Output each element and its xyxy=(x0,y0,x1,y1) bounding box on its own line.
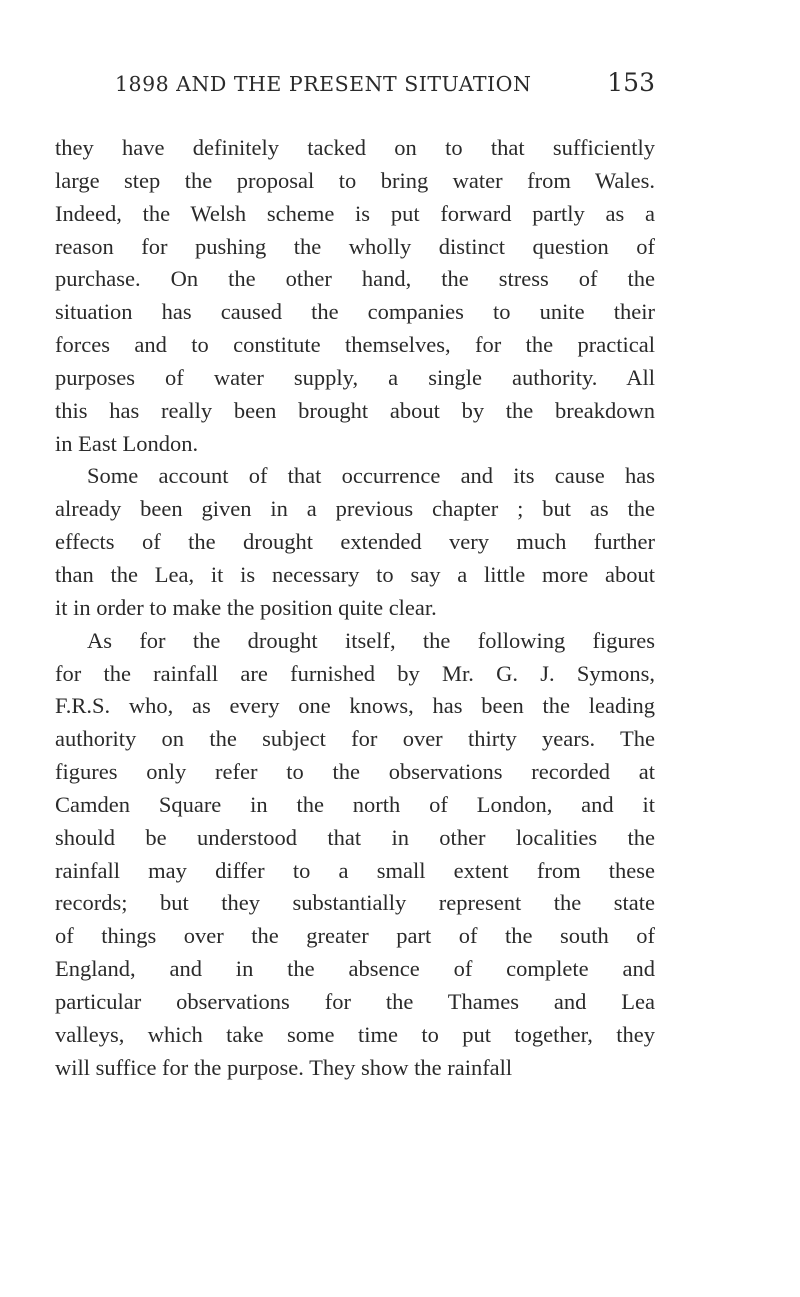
text-line: valleys, which take some time to put together, they xyxy=(55,1021,655,1047)
text-line: purchase. On the other hand, the stress of the xyxy=(55,266,655,292)
text-line: reason for pushing the wholly distinct question of xyxy=(55,233,655,259)
text-line: rainfall may differ to a small extent from these xyxy=(55,857,655,883)
body-text xyxy=(55,132,655,1084)
text-line: in East London. xyxy=(55,430,199,456)
page-number: 153 xyxy=(607,68,655,97)
running-title: 1898 AND THE PRESENT SITUATION xyxy=(115,72,532,96)
paragraph xyxy=(55,460,655,624)
text-line: they have definitely tacked on to that sufficiently xyxy=(55,135,655,160)
text-line: of things over the greater part of the south of xyxy=(55,923,655,949)
text-line: England, and in the absence of complete and xyxy=(55,956,655,982)
text-line: for the rainfall are furnished by Mr. G. J. Symons, xyxy=(55,660,655,686)
text-line: Camden Square in the north of London, and it xyxy=(55,791,655,817)
text-line: purposes of water supply, a single authority. All xyxy=(55,364,655,390)
paragraph xyxy=(55,625,655,1085)
text-line: effects of the drought extended very much further xyxy=(55,529,655,555)
text-line: Indeed, the Welsh scheme is put forward partly as a xyxy=(55,200,655,226)
text-line: should be understood that in other localities the xyxy=(55,824,655,850)
text-line: situation has caused the companies to unite their xyxy=(55,299,655,325)
text-line: F.R.S. who, as every one knows, has been the leading xyxy=(55,693,655,719)
paragraph xyxy=(55,132,655,460)
text-line: large step the proposal to bring water from Wales. xyxy=(55,167,655,193)
text-line: than the Lea, it is necessary to say a little more about xyxy=(55,561,655,587)
text-line: records; but they substantially represent the state xyxy=(55,890,655,916)
text-line: will suffice for the purpose. They show the rainfall xyxy=(55,1054,513,1080)
text-line: figures only refer to the observations recorded at xyxy=(55,759,655,785)
text-line: already been given in a previous chapter ; but as the xyxy=(55,496,655,522)
text-line: it in order to make the position quite clear. xyxy=(55,594,437,620)
text-line: Some account of that occurrence and its cause has xyxy=(87,463,655,489)
running-head xyxy=(115,66,655,102)
text-line: authority on the subject for over thirty years. The xyxy=(55,726,655,752)
text-line: As for the drought itself, the following figures xyxy=(87,627,655,653)
text-line: forces and to constitute themselves, for the practical xyxy=(55,332,655,358)
text-line: particular observations for the Thames and Lea xyxy=(55,988,655,1014)
text-line: this has really been brought about by the breakdown xyxy=(55,397,655,423)
